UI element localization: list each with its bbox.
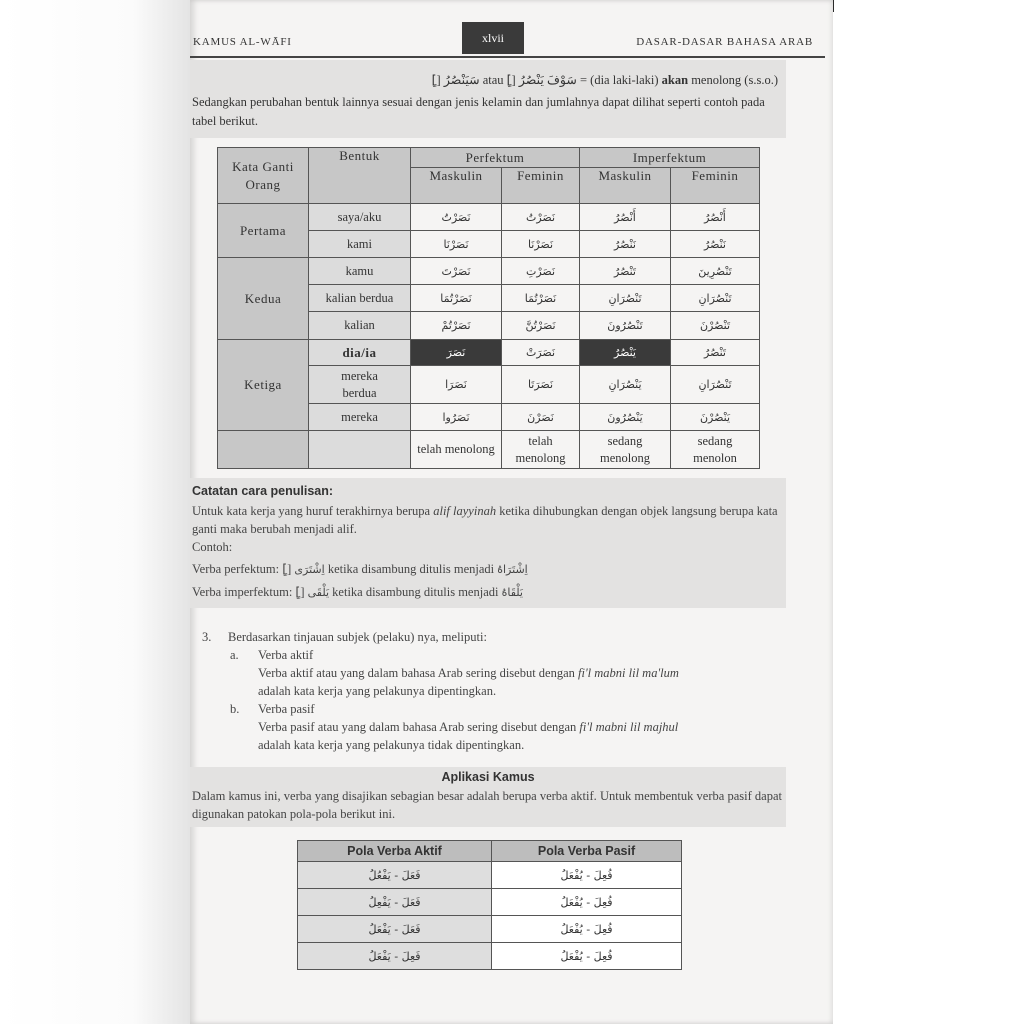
header-form: Bentuk [309,148,411,204]
arabic-cell: نَصَرْتُمَا [502,285,580,312]
contoh-label: Contoh: [192,540,233,554]
header-imperfect-fem: Feminin [671,168,760,204]
formula-tail: menolong (s.s.o.) [691,73,778,87]
arabic-cell: تَنْصُرُ [580,258,671,285]
arabic-cell: نَصَرَتْ [502,340,580,366]
section3-intro [202,628,782,646]
background-left [0,0,190,1024]
example-perfect-label: Verba perfektum: [ٍ] [192,562,292,576]
arabic-cell: نَصَرْتُمْ [411,312,502,340]
example-formula [432,72,778,88]
background-right [833,0,1024,1024]
example-imperfect-label: Verba imperfektum: [ٍ] [192,585,305,599]
meaning-cell: telah menolong [502,431,580,469]
header-active: Pola Verba Aktif [298,841,492,862]
conjugation-table [217,147,760,469]
header-pronoun: Kata Ganti Orang [218,148,309,204]
running-header-left: KAMUS AL-WĀFI [193,36,292,48]
header-passive: Pola Verba Pasif [492,841,682,862]
catatan-section [190,478,786,608]
pola-active-cell: فَعَلَ - يَفْعَلُ [298,916,492,943]
catatan-text-italic: alif layyinah [433,504,497,518]
arabic-cell: نَصَرْتُ [502,204,580,231]
item-b [202,700,782,718]
group-label: Ketiga [218,340,309,431]
header-perfect-masc: Maskulin [411,168,502,204]
group-label: Pertama [218,204,309,258]
subject-section [202,628,782,754]
arabic-cell: نَنْصُرُ [580,231,671,258]
item-b-desc-2: adalah kata kerja yang pelakunya tidak dipentingkan. [258,738,525,752]
form-cell: mereka berdua [309,366,411,404]
formula-bold: akan [661,73,689,87]
item-a-desc [202,664,782,682]
form-cell: saya/aku [309,204,411,231]
arabic-cell: يَنْصُرْنَ [671,404,760,431]
arabic-cell: نَصَرْتُ [411,204,502,231]
example-imperfect-mid: ketika disambung ditulis menjadi [332,585,499,599]
pola-active-cell: فَعَلَ - يَفْعُلُ [298,862,492,889]
example-perfect [192,560,782,579]
arabic-cell: تَنْصُرَانِ [580,285,671,312]
item-a-letter: a. [230,648,239,662]
example-imperfect [192,583,782,602]
example-perfect-arabic: اِشْتَرَى [294,563,325,576]
arabic-cell: تَنْصُرَانِ [671,285,760,312]
section3-number: 3. [202,630,212,644]
arabic-cell: نَصَرْنَا [411,231,502,258]
item-b-letter: b. [230,702,240,716]
item-b-desc-1: Verba pasif atau yang dalam bahasa Arab sering disebut dengan [258,720,580,734]
arabic-cell: أَنْصُرُ [671,204,760,231]
group-label: Kedua [218,258,309,340]
example-perfect-mid: ketika disambung ditulis menjadi [327,562,495,576]
item-a-desc-2: adalah kata kerja yang pelakunya dipentingkan. [258,684,497,698]
arabic-cell: تَنْصُرُ [671,340,760,366]
catatan-text-a: Untuk kata kerja yang huruf terakhirnya berupa [192,504,434,518]
arabic-cell: نَصَرْنَا [502,231,580,258]
footer-empty [309,431,411,469]
item-b-desc [202,718,782,736]
pola-active-cell: فَعِلَ - يَفْعَلُ [298,943,492,970]
arabic-cell: يَنْصُرُونَ [580,404,671,431]
pola-active-cell: فَعَلَ - يَفْعِلُ [298,889,492,916]
arabic-cell: نَصَرْتِ [502,258,580,285]
arabic-cell: يَنْصُرَانِ [580,366,671,404]
running-header-right: DASAR-DASAR BAHASA ARAB [636,36,813,48]
header-rule [190,56,825,58]
arabic-cell: نَصَرْتُمَا [411,285,502,312]
form-cell: kalian [309,312,411,340]
form-cell: kamu [309,258,411,285]
arabic-cell: تَنْصُرْنَ [671,312,760,340]
header-imperfect-masc: Maskulin [580,168,671,204]
item-b-desc-italic: fi'l mabni lil majhul [579,720,679,734]
example-perfect-result: اِشْتَرَاهُ [497,563,528,576]
formula-meaning: = (dia laki-laki) [579,73,659,87]
meaning-cell: sedang menolong [580,431,671,469]
arabic-cell: نَصَرْتَ [411,258,502,285]
arabic-cell: نَصَرْنَ [502,404,580,431]
page-number: xlvii [462,22,524,54]
catatan-text-b: ketika dihubungkan dengan objek langsung berupa kata ganti maka berubah menjadi alif. [192,504,778,536]
form-cell: mereka [309,404,411,431]
catatan-body [192,502,782,602]
book-page [190,0,833,1024]
example-imperfect-result: يَلْقَاهُ [501,586,523,599]
arabic-cell: نَنْصُرُ [671,231,760,258]
meaning-cell: telah menolong [411,431,502,469]
pola-passive-cell: فُعِلَ - يُفْعَلُ [492,862,682,889]
form-cell-highlight: dia/ia [309,340,411,366]
catatan-title: Catatan cara penulisan: [192,484,334,498]
intro-section [190,60,786,138]
form-cell: kalian berdua [309,285,411,312]
pola-passive-cell: فُعِلَ - يُفْعَلُ [492,889,682,916]
formula-arabic: [ٍ] سَيَنْصُرُ atau [ٍ] سَوْفَ يَنْصُرُ [431,73,577,87]
meaning-cell: sedang menolon [671,431,760,469]
aplikasi-body: Dalam kamus ini, verba yang disajikan sebagian besar adalah berupa verba aktif. Untuk membentuk verba pasif dapat digunakan patokan pola-pola berikut ini. [192,789,782,821]
item-a-desc-1: Verba aktif atau yang dalam bahasa Arab sering disebut dengan [258,666,579,680]
pola-passive-cell: فُعِلَ - يُفْعَلُ [492,916,682,943]
form-cell: kami [309,231,411,258]
catatan-text [192,502,782,538]
arabic-cell: نَصَرَا [411,366,502,404]
arabic-cell: نَصَرَتَا [502,366,580,404]
header-perfect: Perfektum [411,148,580,168]
section3-intro-text: Berdasarkan tinjauan subjek (pelaku) nya, meliputi: [228,630,487,644]
arabic-cell: تَنْصُرُونَ [580,312,671,340]
aplikasi-title: Aplikasi Kamus [441,770,535,784]
arabic-cell: نَصَرُوا [411,404,502,431]
item-a-title: Verba aktif [258,648,314,662]
example-imperfect-arabic: يَلْقَى [307,586,330,599]
footer-empty [218,431,309,469]
pola-table [297,840,682,970]
item-a [202,646,782,664]
header-imperfect: Imperfektum [580,148,760,168]
intro-paragraph: Sedangkan perubahan bentuk lainnya sesuai dengan jenis kelamin dan jumlahnya dapat dilihat seperti contoh pada tabel berikut. [192,95,765,128]
aplikasi-section [190,767,786,827]
header-perfect-fem: Feminin [502,168,580,204]
item-a-desc-italic: fi'l mabni lil ma'lum [578,666,679,680]
arabic-cell: أَنْصُرُ [580,204,671,231]
pola-passive-cell: فُعِلَ - يُفْعَلُ [492,943,682,970]
arabic-cell: تَنْصُرَانِ [671,366,760,404]
arabic-cell-highlight: نَصَرَ [411,340,502,366]
item-b-title: Verba pasif [258,702,315,716]
arabic-cell: نَصَرْتُنَّ [502,312,580,340]
arabic-cell-highlight: يَنْصُرُ [580,340,671,366]
arabic-cell: تَنْصُرِينَ [671,258,760,285]
